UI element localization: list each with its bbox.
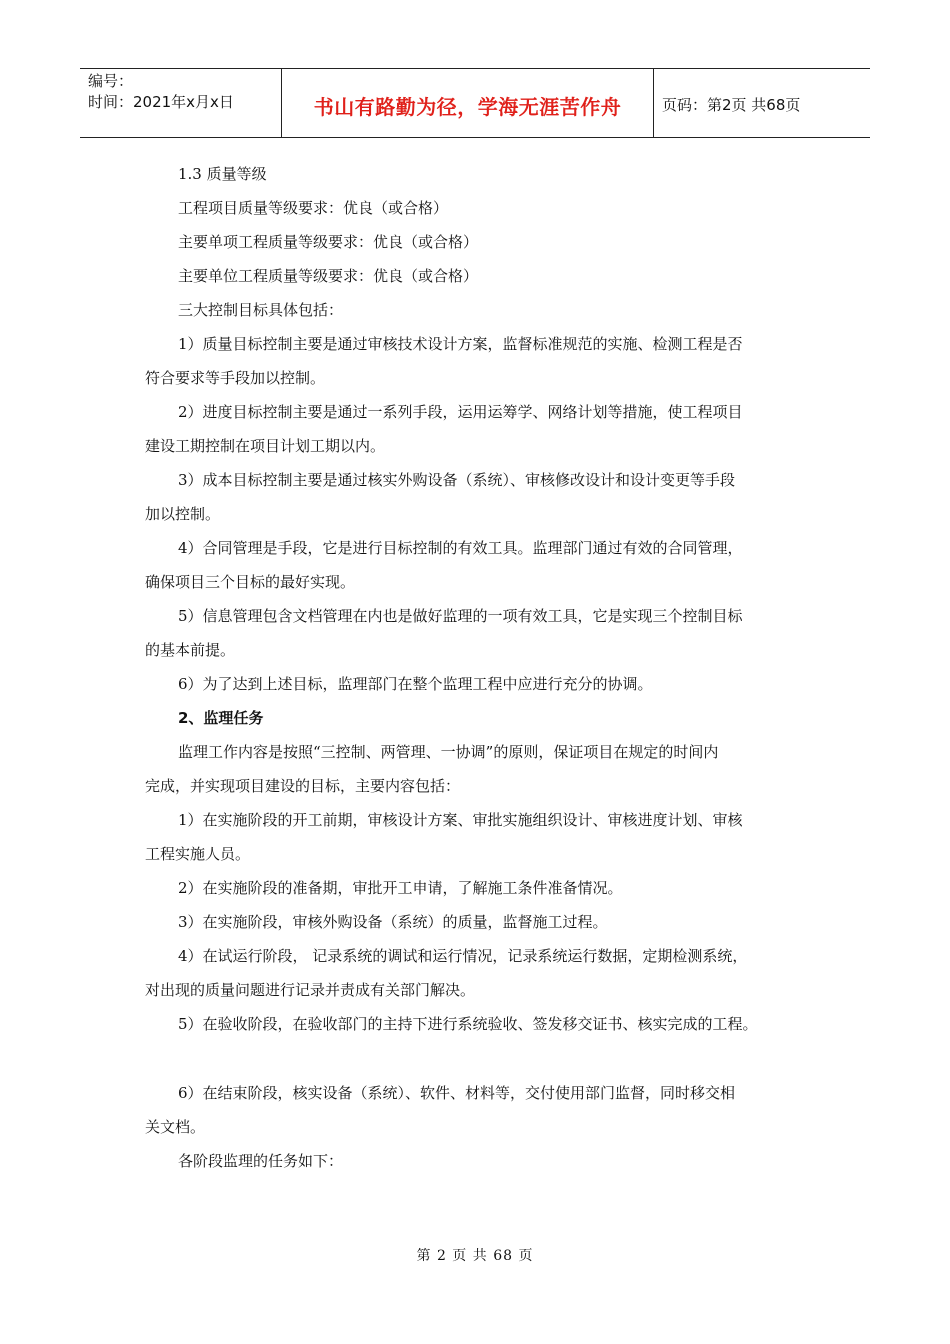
section-heading: 1.3 质量等级	[178, 165, 267, 183]
paragraph-line: 3）成本目标控制主要是通过核实外购设备（系统）、审核修改设计和设计变更等手段	[178, 471, 736, 489]
section-heading: 2、监理任务	[178, 709, 264, 727]
paragraph-line: 各阶段监理的任务如下：	[178, 1152, 344, 1170]
header-meta-cell	[80, 69, 282, 137]
paragraph: 工程项目质量等级要求：优良（或合格）	[178, 199, 449, 217]
header-page-info: 页码：第2页 共68页	[662, 95, 801, 114]
paragraph-line: 的基本前提。	[145, 641, 236, 659]
paragraph-line: 确保项目三个目标的最好实现。	[145, 573, 356, 591]
document-number-label: 编号：	[88, 72, 134, 90]
paragraph-line: 完成，并实现项目建设的目标，主要内容包括：	[145, 777, 461, 795]
document-date: 时间：2021年x月x日	[88, 93, 234, 111]
paragraph-line: 加以控制。	[145, 505, 221, 523]
paragraph-line: 建设工期控制在项目计划工期以内。	[145, 437, 386, 455]
header-motto-cell	[282, 69, 654, 137]
paragraph-line: 6）为了达到上述目标，监理部门在整个监理工程中应进行充分的协调。	[178, 675, 653, 693]
page-header	[80, 68, 870, 138]
paragraph-line: 符合要求等手段加以控制。	[145, 369, 326, 387]
paragraph-line: 4）在试运行阶段， 记录系统的调试和运行情况，记录系统运行数据，定期检测系统，	[178, 947, 748, 965]
paragraph-line: 3）在实施阶段，审核外购设备（系统）的质量，监督施工过程。	[178, 913, 608, 931]
paragraph: 三大控制目标具体包括：	[178, 301, 344, 319]
paragraph-line: 2）在实施阶段的准备期，审批开工申请，了解施工条件准备情况。	[178, 879, 623, 897]
paragraph-line: 2）进度目标控制主要是通过一系列手段，运用运筹学、网络计划等措施，使工程项目	[178, 403, 743, 421]
paragraph-line: 对出现的质量问题进行记录并责成有关部门解决。	[145, 981, 476, 999]
paragraph: 主要单项工程质量等级要求：优良（或合格）	[178, 233, 479, 251]
document-body	[145, 157, 820, 1178]
paragraph-line: 6）在结束阶段，核实设备（系统）、软件、材料等，交付使用部门监督，同时移交相	[178, 1084, 736, 1102]
page-footer: 第 2 页 共 68 页	[416, 1248, 534, 1264]
header-motto: 书山有路勤为径，学海无涯苦作舟	[313, 94, 622, 119]
paragraph-line: 1）在实施阶段的开工前期，审核设计方案、审批实施组织设计、审核进度计划、审核	[178, 811, 743, 829]
blank-line	[145, 1041, 820, 1076]
paragraph-line: 工程实施人员。	[145, 845, 251, 863]
paragraph-line: 5）信息管理包含文档管理在内也是做好监理的一项有效工具，它是实现三个控制目标	[178, 607, 743, 625]
paragraph-line: 1）质量目标控制主要是通过审核技术设计方案，监督标准规范的实施、检测工程是否	[178, 335, 743, 353]
paragraph-line: 监理工作内容是按照“三控制、两管理、一协调”的原则，保证项目在规定的时间内	[178, 743, 719, 761]
paragraph-line: 关文档。	[145, 1118, 206, 1136]
paragraph-line: 5）在验收阶段，在验收部门的主持下进行系统验收、签发移交证书、核实完成的工程。	[178, 1015, 758, 1033]
paragraph-line: 4）合同管理是手段，它是进行目标控制的有效工具。监理部门通过有效的合同管理，	[178, 539, 743, 557]
header-page-cell	[654, 69, 870, 137]
paragraph: 主要单位工程质量等级要求：优良（或合格）	[178, 267, 479, 285]
